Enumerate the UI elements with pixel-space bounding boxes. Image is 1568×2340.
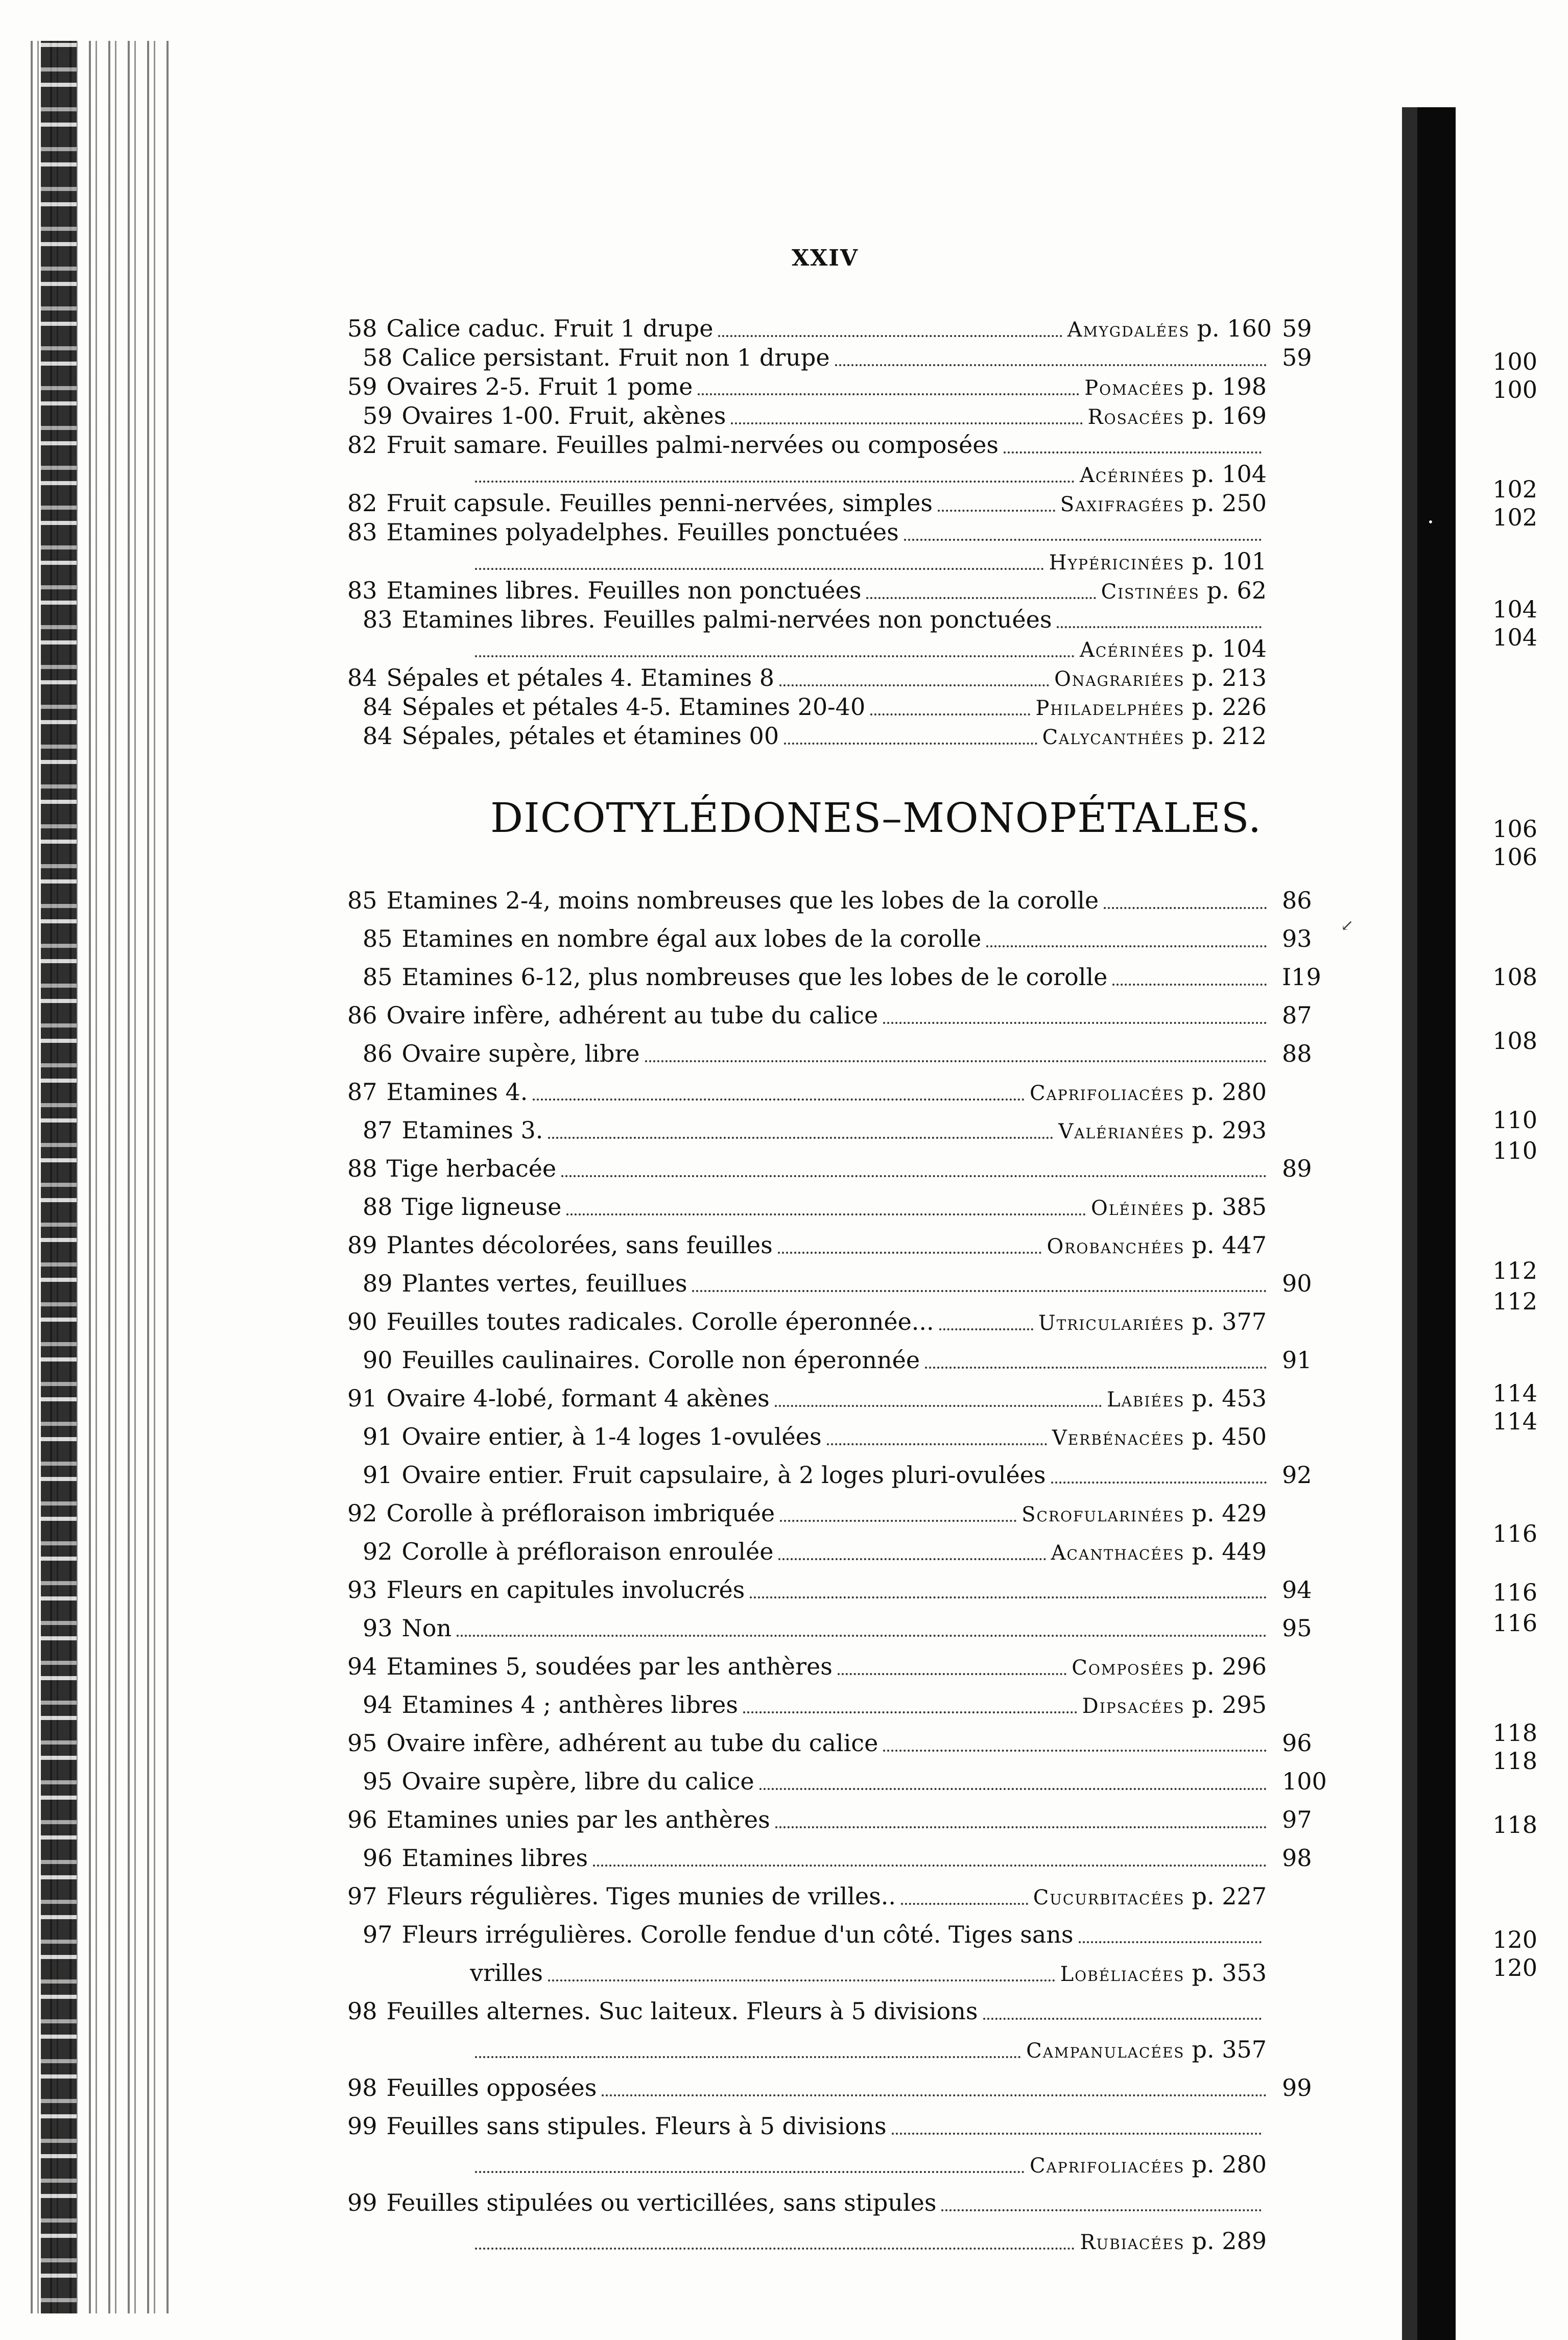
entry-number: 85 <box>363 963 393 991</box>
dot-leader <box>901 1888 1028 1905</box>
page-ref: p. 104 <box>1192 460 1267 488</box>
cross-ref-number: 88 <box>1282 1040 1312 1067</box>
dot-leader <box>561 1160 1267 1177</box>
dot-leader <box>457 1619 1267 1637</box>
page-ref: p. 227 <box>1192 1882 1267 1910</box>
entry-number: 59 <box>363 402 393 429</box>
margin-number: 102 <box>1492 504 1537 531</box>
cross-ref-number: I19 <box>1282 963 1321 991</box>
entry-number: 58 <box>363 344 393 371</box>
cross-ref-number: 100 <box>1282 1768 1327 1795</box>
bar-dot: • <box>1428 516 1434 528</box>
entry-number: 88 <box>363 1193 393 1221</box>
key-entry <box>470 2150 1267 2179</box>
page-ref: p. 293 <box>1192 1116 1267 1144</box>
family-name: Lobéliacées <box>1060 1963 1185 1986</box>
dot-leader <box>775 1811 1267 1828</box>
dot-leader <box>593 1849 1267 1867</box>
family-name: Pomacées <box>1084 376 1185 400</box>
family-name: Dipsacées <box>1082 1694 1185 1718</box>
key-entry <box>363 963 1272 991</box>
dot-leader <box>835 349 1267 366</box>
dot-leader <box>759 1773 1267 1790</box>
dot-leader <box>986 930 1267 947</box>
dot-leader <box>784 727 1037 745</box>
entry-text: Ovaire infère, adhérent au tube du calice <box>386 1001 878 1029</box>
cross-ref-number: 98 <box>1282 1844 1312 1872</box>
entry-text: Ovaires 1-00. Fruit, akènes <box>401 402 726 429</box>
page-ref: p. 447 <box>1192 1231 1267 1259</box>
dot-leader <box>750 1581 1267 1598</box>
key-entry <box>347 1729 1272 1757</box>
entry-text: Feuilles stipulées ou verticillées, sans stipules <box>386 2189 937 2216</box>
entry-number: 82 <box>347 431 377 459</box>
entry-text: Plantes vertes, feuillues <box>401 1270 687 1297</box>
key-entry <box>363 1346 1272 1374</box>
dot-leader <box>925 1351 1267 1369</box>
entry-number: 96 <box>363 1844 393 1872</box>
entry-number: 93 <box>347 1576 377 1604</box>
margin-number: 100 <box>1492 348 1537 375</box>
dot-leader <box>939 1313 1033 1330</box>
page-ref: p. 226 <box>1192 693 1267 721</box>
dot-leader <box>602 2079 1267 2096</box>
dot-leader <box>883 1007 1267 1024</box>
entry-text: Sépales et pétales 4-5. Etamines 20-40 <box>401 693 866 721</box>
dot-leader <box>866 582 1096 599</box>
page-ref: p. 453 <box>1192 1384 1267 1412</box>
entry-text: Sépales et pétales 4. Etamines 8 <box>386 664 775 691</box>
entry-number: 99 <box>347 2189 377 2216</box>
entry-text: Fruit samare. Feuilles palmi-nervées ou composées <box>386 431 999 459</box>
entry-number: 89 <box>347 1231 377 1259</box>
entry-text: Etamines 3. <box>401 1116 543 1144</box>
family-name: Amygdalées <box>1067 318 1190 342</box>
key-entry <box>347 1882 1267 1911</box>
page-ref: p. 169 <box>1192 402 1267 429</box>
cross-ref-number: 86 <box>1282 887 1312 914</box>
key-entry <box>347 1384 1267 1413</box>
dot-leader <box>1104 892 1267 909</box>
family-name: Rosacées <box>1087 405 1185 429</box>
page-number-header: XXIV <box>792 245 859 271</box>
key-entry <box>363 1537 1267 1566</box>
entry-text: Etamines libres. Feuilles non ponctuées <box>386 577 862 604</box>
entry-text: Etamines polyadelphes. Feuilles ponctuées <box>386 518 899 546</box>
key-entry <box>363 1844 1272 1872</box>
page-ref: p. 450 <box>1192 1423 1267 1450</box>
entry-text: Calice persistant. Fruit non 1 drupe <box>401 344 830 371</box>
entry-number: 98 <box>347 1997 377 2025</box>
key-entry <box>347 2073 1272 2102</box>
page-ref: p. 377 <box>1192 1308 1267 1335</box>
margin-number: 120 <box>1492 1954 1537 1981</box>
entry-text: Fruit capsule. Feuilles penni-nervées, simples <box>386 489 933 517</box>
entry-number: 87 <box>347 1078 377 1106</box>
page-ref: p. 357 <box>1192 2036 1267 2063</box>
entry-number: 91 <box>363 1423 393 1450</box>
family-name: Rubiacées <box>1080 2231 1185 2254</box>
margin-number: 114 <box>1492 1407 1537 1435</box>
key-entry <box>347 1307 1267 1336</box>
dot-leader <box>778 1236 1042 1254</box>
family-name: Caprifoliacées <box>1029 2154 1185 2178</box>
entry-number: 83 <box>347 577 377 604</box>
dot-leader <box>779 669 1049 686</box>
entry-text: Etamines libres. Feuilles palmi-nervées non ponctuées <box>401 606 1052 633</box>
entry-number: 86 <box>363 1040 393 1067</box>
entry-text: Ovaire 4-lobé, formant 4 akènes <box>386 1384 770 1412</box>
family-name: Campanulacées <box>1026 2039 1185 2063</box>
entry-text: Calice caduc. Fruit 1 drupe <box>386 315 714 342</box>
key-entry <box>347 1154 1272 1183</box>
dot-leader <box>566 1198 1086 1215</box>
page-ref: p. 62 <box>1206 577 1267 604</box>
page-ref: p. 449 <box>1192 1538 1267 1565</box>
key-entry <box>347 1652 1267 1681</box>
dot-leader <box>731 407 1082 424</box>
dot-leader <box>1112 968 1267 986</box>
key-entry <box>363 1269 1272 1298</box>
entry-number: 87 <box>363 1116 393 1144</box>
entry-number: 96 <box>347 1806 377 1833</box>
cross-ref-number: 90 <box>1282 1270 1312 1297</box>
key-entry <box>347 489 1267 517</box>
entry-number: 93 <box>363 1614 393 1642</box>
key-entry <box>363 1920 1267 1949</box>
scan-binding-shadow <box>41 41 77 2313</box>
entry-number: 95 <box>363 1768 393 1795</box>
key-entry <box>347 431 1267 459</box>
entry-number: 84 <box>363 693 393 721</box>
cross-ref-number: 95 <box>1282 1614 1312 1642</box>
entry-text: Feuilles sans stipules. Fleurs à 5 divisions <box>386 2112 887 2140</box>
page-ref: p. 212 <box>1192 722 1267 750</box>
page-ref: p. 429 <box>1192 1499 1267 1527</box>
family-name: Labiées <box>1107 1388 1185 1412</box>
page-ref: p. 280 <box>1192 1078 1267 1106</box>
entry-number: 89 <box>363 1270 393 1297</box>
page-ref: p. 160 <box>1197 315 1272 342</box>
key-entry <box>347 576 1267 605</box>
key-entry <box>470 2227 1267 2255</box>
dot-leader <box>1057 611 1262 628</box>
dot-leader <box>1004 436 1262 453</box>
entry-text: Tige ligneuse <box>401 1193 562 1221</box>
margin-number: 118 <box>1492 1811 1537 1838</box>
dot-leader <box>475 553 1044 570</box>
key-entry <box>470 634 1267 663</box>
margin-number: 120 <box>1492 1926 1537 1953</box>
cross-ref-number: 94 <box>1282 1576 1312 1604</box>
section-title: DICOTYLÉDONES–MONOPÉTALES. <box>490 794 1262 842</box>
margin-number: 114 <box>1492 1379 1537 1407</box>
pencil-mark: ↙ <box>1341 917 1354 935</box>
entry-text: Feuilles opposées <box>386 2074 597 2102</box>
page-ref: p. 296 <box>1192 1653 1267 1680</box>
entry-text: Etamines 6-12, plus nombreuses que les lobes de le corolle <box>401 963 1108 991</box>
margin-number: 104 <box>1492 624 1537 651</box>
dot-leader <box>870 698 1030 715</box>
dot-leader <box>475 640 1075 657</box>
family-name: Caprifoliacées <box>1029 1082 1185 1105</box>
page-ref: p. 250 <box>1192 489 1267 517</box>
cross-ref-number: 99 <box>1282 2074 1312 2102</box>
cross-ref-number: 59 <box>1282 315 1312 342</box>
entry-number: 83 <box>363 606 393 633</box>
key-entry <box>347 1001 1272 1030</box>
dot-leader <box>698 378 1079 395</box>
family-name: Cucurbitacées <box>1033 1886 1185 1909</box>
page-ref: p. 104 <box>1192 635 1267 662</box>
family-name: Philadelphées <box>1035 697 1185 720</box>
key-entry <box>347 1805 1272 1834</box>
entry-number: 97 <box>363 1921 393 1948</box>
page-ref: p. 198 <box>1192 373 1267 400</box>
entry-text: Etamines 4 ; anthères libres <box>401 1691 738 1718</box>
entry-text: Fleurs régulières. Tiges munies de vrilles.. <box>386 1882 896 1910</box>
entry-text: Ovaire entier, à 1-4 loges 1-ovulées <box>401 1423 822 1450</box>
dot-leader <box>692 1275 1267 1292</box>
entry-number: 84 <box>363 722 393 750</box>
entry-text: Fleurs en capitules involucrés <box>386 1576 745 1604</box>
key-entry <box>347 372 1267 401</box>
dot-leader <box>475 2041 1021 2058</box>
page-ref: p. 295 <box>1192 1691 1267 1718</box>
dot-leader <box>475 2232 1075 2250</box>
family-name: Cistinées <box>1101 580 1200 604</box>
entry-number: 98 <box>347 2074 377 2102</box>
entry-text: Corolle à préfloraison enroulée <box>401 1538 774 1565</box>
entry-text: Feuilles toutes radicales. Corolle éperonnée... <box>386 1308 934 1335</box>
key-entry <box>363 343 1272 372</box>
key-entry <box>470 460 1267 488</box>
entry-number: 84 <box>347 664 377 691</box>
key-entry <box>470 2035 1267 2064</box>
family-name: Onagrariées <box>1054 667 1185 691</box>
entry-number: 94 <box>347 1653 377 1680</box>
page-ref: p. 280 <box>1192 2151 1267 2178</box>
entry-number: 58 <box>347 315 377 342</box>
key-entry <box>363 722 1267 750</box>
family-name: Saxifragées <box>1060 493 1185 516</box>
entry-number: 85 <box>363 925 393 952</box>
family-name: Calycanthées <box>1042 726 1185 749</box>
dot-leader <box>1079 1926 1262 1943</box>
cross-ref-number: 92 <box>1282 1461 1312 1489</box>
dot-leader <box>780 1505 1016 1522</box>
entry-text: Etamines en nombre égal aux lobes de la corolle <box>401 925 982 952</box>
key-entry <box>363 605 1267 634</box>
dot-leader <box>938 494 1055 512</box>
margin-number: 112 <box>1492 1287 1537 1315</box>
entry-number: 95 <box>347 1729 377 1757</box>
entry-text: Plantes décolorées, sans feuilles <box>386 1231 773 1259</box>
margin-number: 116 <box>1492 1579 1537 1606</box>
entry-text: Ovaire infère, adhérent au tube du calice <box>386 1729 878 1757</box>
entry-text: Ovaire entier. Fruit capsulaire, à 2 loges pluri-ovulées <box>401 1461 1046 1489</box>
dot-leader <box>548 1121 1053 1139</box>
family-name: Composées <box>1072 1656 1185 1680</box>
entry-number: 92 <box>347 1499 377 1527</box>
dot-leader <box>475 465 1075 483</box>
entry-number: 86 <box>347 1001 377 1029</box>
entry-number: 91 <box>347 1384 377 1412</box>
entry-number: 83 <box>347 518 377 546</box>
entry-text: Sépales, pétales et étamines 00 <box>401 722 779 750</box>
dot-leader <box>941 2194 1262 2211</box>
key-entry <box>347 1499 1267 1527</box>
entry-text: Feuilles caulinaires. Corolle non éperonnée <box>401 1346 920 1374</box>
key-entry <box>347 1997 1267 2025</box>
dot-leader <box>983 2002 1262 2020</box>
family-name: Acérinées <box>1080 464 1185 487</box>
dot-leader <box>778 1543 1046 1560</box>
margin-number: 104 <box>1492 595 1537 623</box>
dot-leader <box>892 2117 1262 2135</box>
entry-text: Fleurs irrégulières. Corolle fendue d'un côté. Tiges sans <box>401 1921 1074 1948</box>
page-ref: p. 213 <box>1192 664 1267 691</box>
entry-text: Tige herbacée <box>386 1155 557 1182</box>
dot-leader <box>883 1734 1267 1752</box>
dot-leader <box>475 2156 1025 2173</box>
cross-ref-number: 93 <box>1282 925 1312 952</box>
margin-number: 116 <box>1492 1520 1537 1547</box>
margin-number: 112 <box>1492 1257 1537 1284</box>
key-entry <box>470 1959 1267 1987</box>
family-name: Oléinées <box>1091 1197 1185 1220</box>
margin-number: 116 <box>1492 1609 1537 1637</box>
family-name: Hypéricinées <box>1049 551 1185 575</box>
key-entry <box>347 314 1272 343</box>
key-entry <box>363 693 1267 721</box>
margin-number: 118 <box>1492 1747 1537 1775</box>
family-name: Verbénacées <box>1052 1426 1185 1450</box>
page-ref: p. 353 <box>1192 1959 1267 1987</box>
entry-text: Ovaire supère, libre <box>401 1040 640 1067</box>
margin-number: 118 <box>1492 1719 1537 1747</box>
key-entry <box>363 401 1267 430</box>
margin-number: 100 <box>1492 376 1537 403</box>
margin-number: 110 <box>1492 1137 1537 1164</box>
entry-text: vrilles <box>470 1959 543 1987</box>
key-entry <box>363 1614 1272 1642</box>
entry-number: 91 <box>363 1461 393 1489</box>
key-entry <box>363 1116 1267 1144</box>
page-ref: p. 289 <box>1192 2227 1267 2255</box>
key-entry <box>363 1039 1272 1068</box>
entry-number: 99 <box>347 2112 377 2140</box>
entry-number: 90 <box>347 1308 377 1335</box>
entry-number: 90 <box>363 1346 393 1374</box>
entry-text: Etamines 4. <box>386 1078 528 1106</box>
dot-leader <box>838 1658 1066 1675</box>
entry-text: Feuilles alternes. Suc laiteux. Fleurs à 5 divisions <box>386 1997 978 2025</box>
key-entry <box>363 1192 1267 1221</box>
key-entry <box>347 2188 1267 2217</box>
key-entry <box>347 1575 1272 1604</box>
entry-text: Etamines unies par les anthères <box>386 1806 770 1833</box>
key-entry <box>470 547 1267 576</box>
scan-right-shadow <box>1402 107 1456 2340</box>
entry-text: Etamines 2-4, moins nombreuses que les lobes de la corolle <box>386 887 1099 914</box>
margin-number: 108 <box>1492 1027 1537 1055</box>
margin-number: 110 <box>1492 1106 1537 1134</box>
cross-ref-number: 96 <box>1282 1729 1312 1757</box>
cross-ref-number: 87 <box>1282 1001 1312 1029</box>
key-entry <box>347 886 1272 915</box>
page-ref: p. 101 <box>1192 547 1267 575</box>
cross-ref-number: 97 <box>1282 1806 1312 1833</box>
key-entry <box>347 2112 1267 2140</box>
dot-leader <box>743 1696 1077 1713</box>
dot-leader <box>775 1390 1102 1407</box>
entry-text: Non <box>401 1614 452 1642</box>
entry-number: 82 <box>347 489 377 517</box>
dot-leader <box>904 523 1262 541</box>
family-name: Scrofularinées <box>1021 1503 1185 1526</box>
cross-ref-number: 89 <box>1282 1155 1312 1182</box>
key-entry <box>363 1767 1272 1796</box>
entry-text: Ovaire supère, libre du calice <box>401 1768 754 1795</box>
key-entry <box>347 1231 1267 1259</box>
entry-text: Etamines libres <box>401 1844 588 1872</box>
margin-number: 106 <box>1492 843 1537 871</box>
family-name: Acanthacées <box>1051 1541 1185 1565</box>
dot-leader <box>827 1428 1047 1445</box>
entry-number: 97 <box>347 1882 377 1910</box>
entry-number: 85 <box>347 887 377 914</box>
margin-number: 108 <box>1492 963 1537 991</box>
family-name: Valérianées <box>1058 1120 1185 1143</box>
dot-leader <box>548 1964 1055 1981</box>
family-name: Utriculariées <box>1038 1311 1185 1335</box>
margin-number: 102 <box>1492 475 1537 503</box>
entry-text: Ovaires 2-5. Fruit 1 pome <box>386 373 693 400</box>
key-entry <box>363 1422 1267 1451</box>
key-entry <box>363 1690 1267 1719</box>
key-entry <box>347 663 1267 692</box>
page-ref: p. 385 <box>1192 1193 1267 1221</box>
cross-ref-number: 91 <box>1282 1346 1312 1374</box>
entry-number: 88 <box>347 1155 377 1182</box>
margin-number: 106 <box>1492 815 1537 843</box>
dot-leader <box>718 320 1062 337</box>
cross-ref-number: 59 <box>1282 344 1312 371</box>
dot-leader <box>1051 1466 1267 1484</box>
family-name: Orobanchées <box>1047 1235 1185 1258</box>
entry-text: Corolle à préfloraison imbriquée <box>386 1499 775 1527</box>
key-entry <box>347 518 1267 546</box>
dot-leader <box>533 1083 1025 1101</box>
family-name: Acérinées <box>1080 638 1185 662</box>
entry-number: 59 <box>347 373 377 400</box>
key-entry <box>363 1461 1272 1489</box>
entry-text: Etamines 5, soudées par les anthères <box>386 1653 833 1680</box>
entry-number: 94 <box>363 1691 393 1718</box>
entry-number: 92 <box>363 1538 393 1565</box>
key-entry <box>347 1078 1267 1106</box>
dot-leader <box>645 1045 1267 1062</box>
key-entry <box>363 924 1272 953</box>
